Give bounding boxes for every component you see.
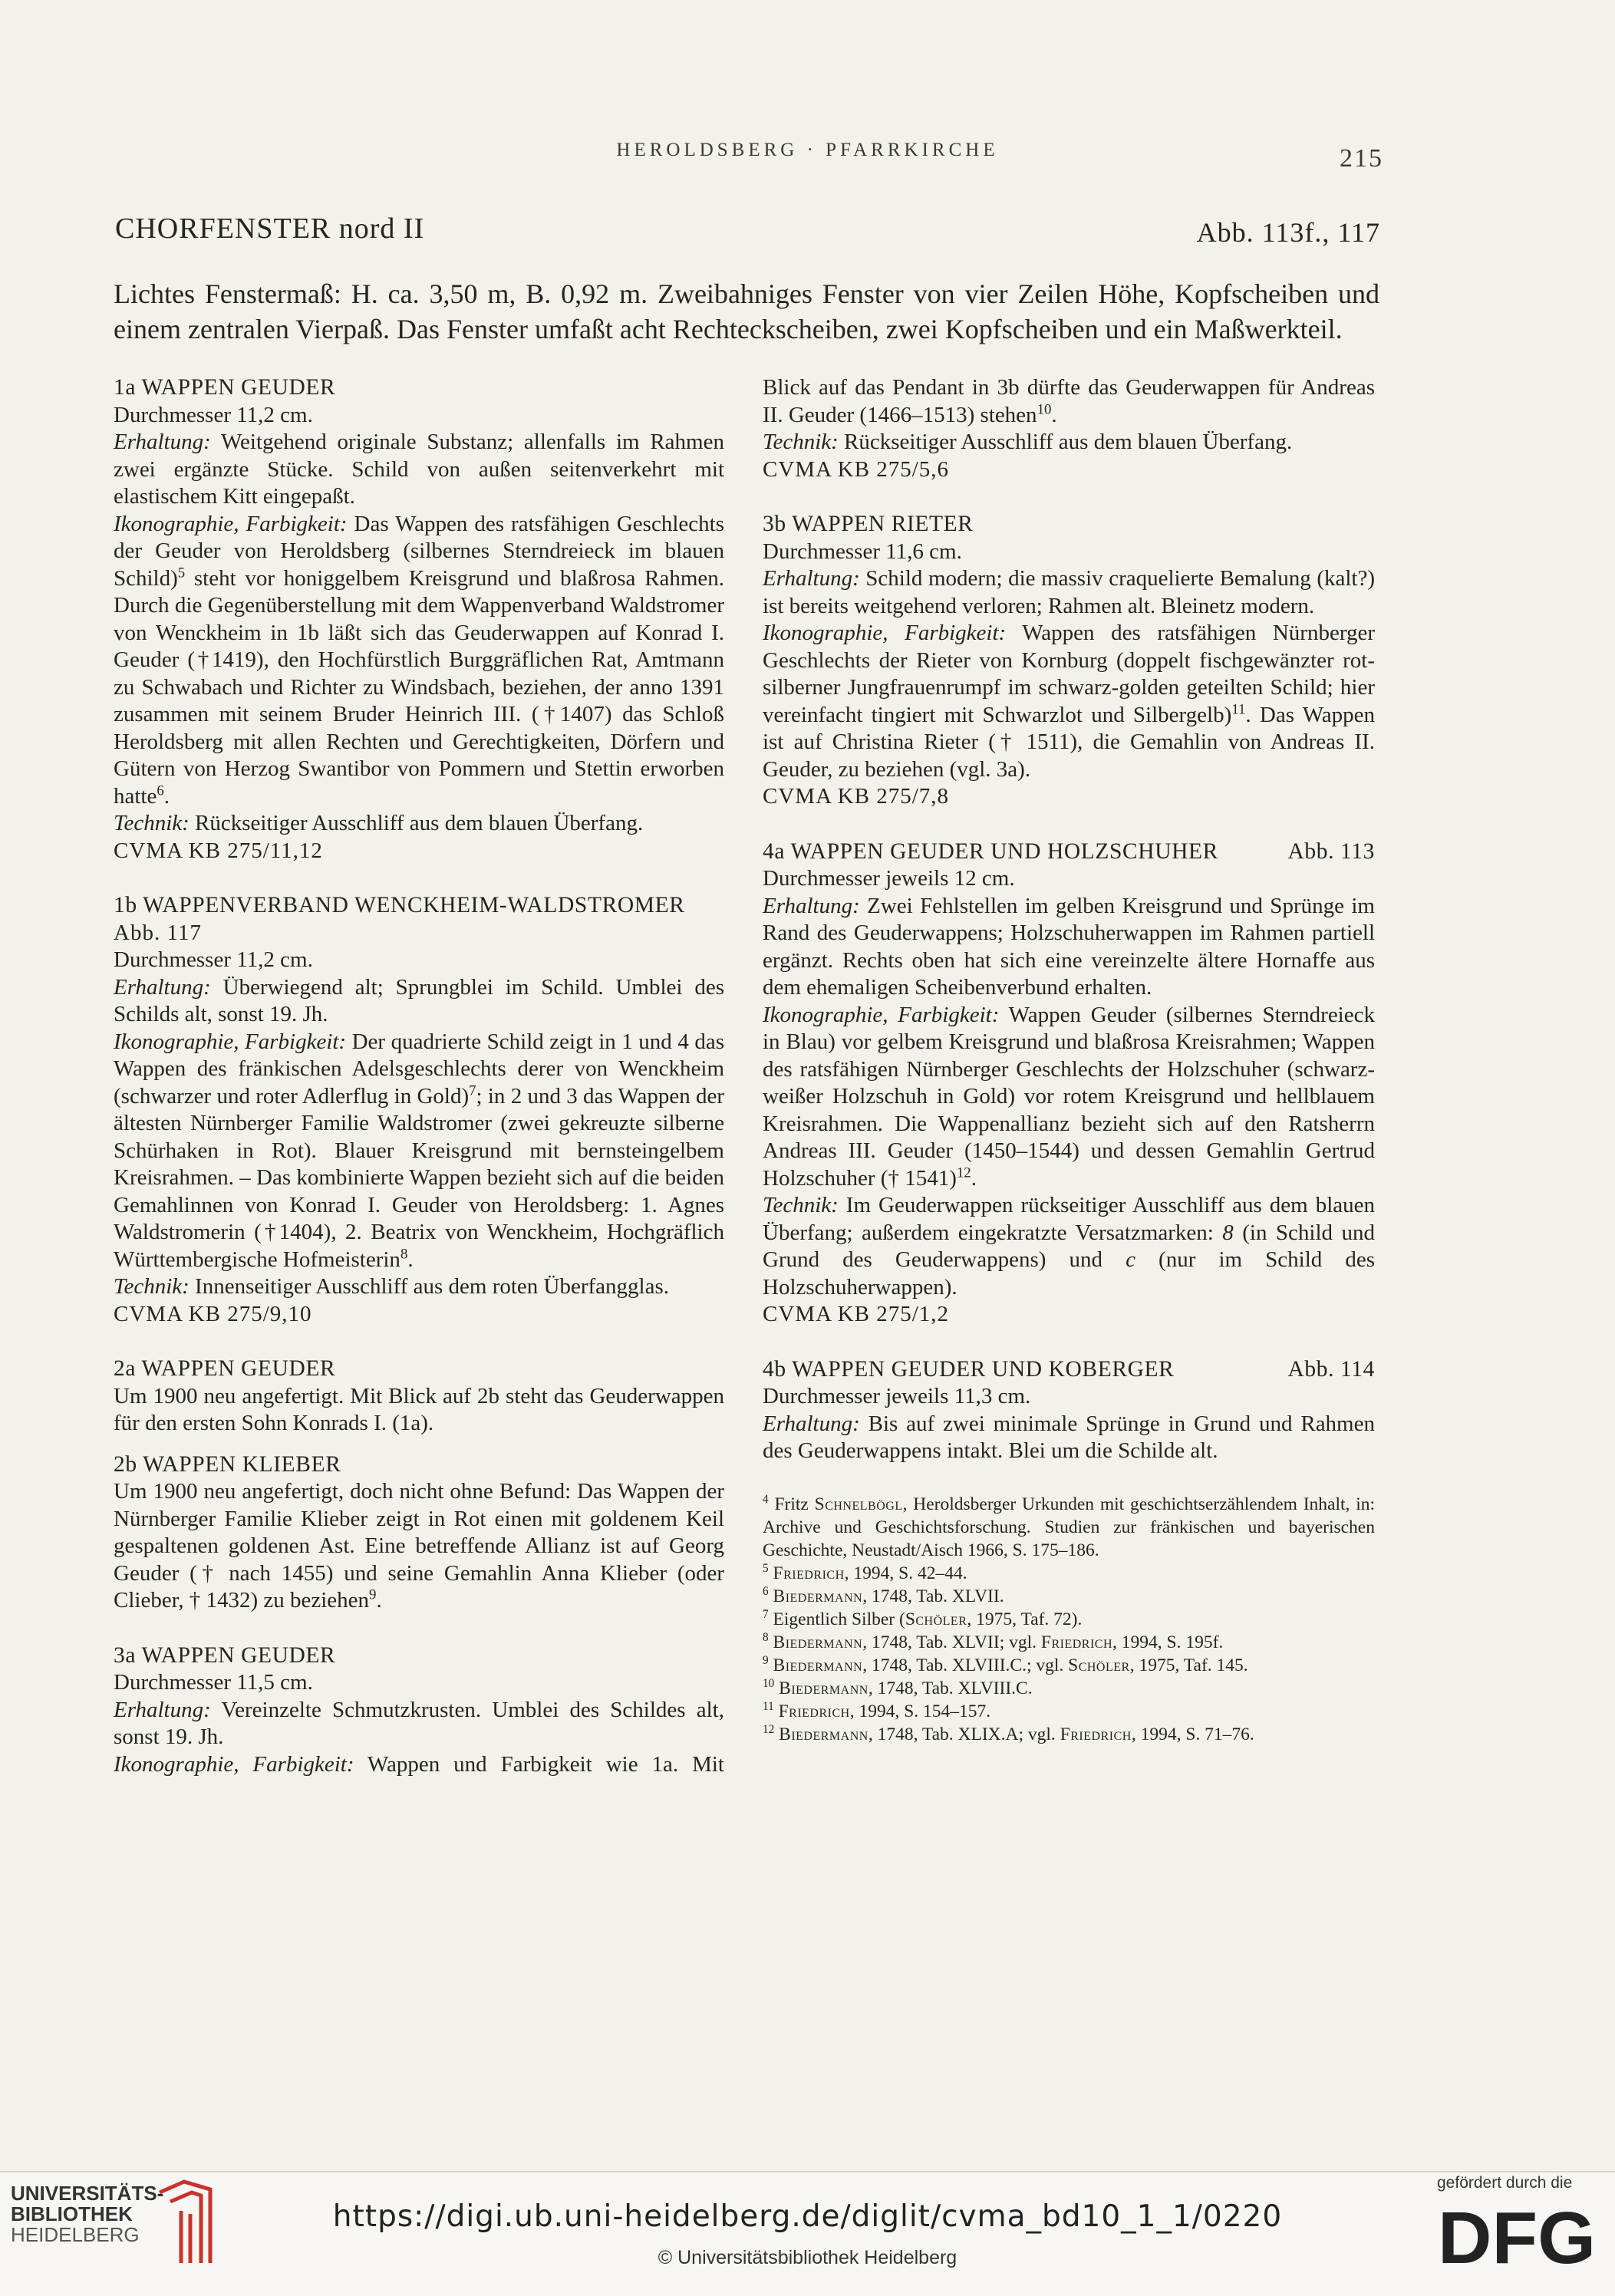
ikono-text: . Das Wappen ist auf Christina Rieter († 1511), die Gemahlin von Andreas II. Geuder, zu beziehen (vgl. 3a). — [763, 702, 1375, 782]
cvma-ref: CVMA KB 275/9,10 — [114, 1301, 312, 1326]
label-ikonographie: Ikonographie, Farbigkeit: — [763, 621, 1007, 645]
technik-text: (nur im Schild des Holzschuherwappen). — [763, 1247, 1375, 1300]
section-intro: Lichtes Fenstermaß: H. ca. 3,50 m, B. 0,92 m. Zweibahniges Fenster von vier Zeilen Höhe, Kopfscheiben und einem zentralen Vierpaß. Das Fenster umfaßt acht Rechteckscheiben, zwei Kopfscheiben und ein Maßwerkteil. — [114, 278, 1379, 344]
label-technik: Technik: — [114, 1274, 190, 1299]
footnote-number: 5 — [763, 1561, 769, 1575]
footnote-ref: 8 — [400, 1245, 408, 1262]
cvma-ref: CVMA KB 275/5,6 — [763, 456, 950, 482]
label-erhaltung: Erhaltung: — [114, 974, 211, 1000]
entry-text-body: Um 1900 neu angefertigt, doch nicht ohne Befund: Das Wappen der Nürnberger Familie Klieber zeigt in Rot einen mit goldenem Keil gespaltenen goldenen Ast. Eine betreffende Allianz ist auf Georg Geuder († nach 1455) und seine Gemahlin Anna Klieber (oder Clieber, † 1432) zu beziehen — [114, 1479, 724, 1612]
entry-ikonographie — [114, 511, 724, 811]
entry-diameter: Durchmesser 11,6 cm. — [763, 539, 962, 564]
spacer — [114, 1615, 724, 1642]
footnote-number: 6 — [763, 1584, 769, 1598]
footnote — [763, 1608, 1375, 1631]
footnote — [763, 1700, 1375, 1723]
entry-ikonographie — [114, 1029, 724, 1274]
entry-erhaltung — [114, 974, 724, 1029]
footnote-author: Biedermann — [779, 1724, 868, 1744]
label-ikonographie: Ikonographie, Farbigkeit: — [763, 1002, 1000, 1027]
label-ikonographie: Ikonographie, Farbigkeit: — [114, 1751, 354, 1777]
entry-ikonographie — [763, 1002, 1375, 1193]
entry-erhaltung — [114, 429, 724, 511]
footnote-text: , 1748, Tab. XLIX.A; vgl. — [868, 1724, 1060, 1744]
spacer — [763, 483, 1375, 511]
label-technik: Technik: — [114, 811, 190, 835]
ikono-text: Wappen und Farbigkeit wie 1a. Mit — [354, 1751, 724, 1777]
technik-text: Rückseitiger Ausschliff aus dem blauen Überfang. — [189, 811, 644, 835]
footnote-text: , 1748, Tab. XLVIII.C. — [868, 1678, 1033, 1698]
running-head: HEROLDSBERG · PFARRKIRCHE — [616, 140, 999, 160]
entry-1b — [114, 892, 724, 1328]
ikono-text: . — [163, 783, 170, 809]
entry-heading: 1b WAPPENVERBAND WENCKHEIM-WALDSTROMER — [114, 893, 685, 917]
spacer — [763, 1465, 1375, 1493]
entry-4b — [763, 1356, 1375, 1465]
section-figure-ref: Abb. 113f., 117 — [1196, 217, 1380, 248]
footnote-text: , 1994, S. 71–76. — [1131, 1724, 1254, 1744]
entry-erhaltung — [114, 1697, 724, 1751]
label-ikonographie: Ikonographie, Farbigkeit: — [114, 1029, 347, 1054]
library-line: UNIVERSITÄTS- — [11, 2182, 164, 2205]
library-line: HEIDELBERG — [11, 2223, 140, 2246]
footnote — [763, 1493, 1375, 1562]
technik-text: Im Geuderwappen rückseitiger Ausschliff aus dem blauen Überfang; außerdem eingekratzte Versatzmarken: — [763, 1193, 1375, 1245]
entry-erhaltung — [763, 565, 1375, 620]
entry-technik — [114, 1273, 724, 1301]
entry-text-end: . — [1051, 402, 1057, 427]
cvma-ref: CVMA KB 275/7,8 — [763, 784, 950, 809]
footnote-text: , Heroldsberger Urkunden mit geschichtserzählendem Inhalt, in: Archive und Geschichtsforschung. Studien zur fränkischen und bayerischen Geschichte, Neustadt/Aisch 1966, S. 175–186. — [763, 1494, 1375, 1560]
erhaltung-text: Schild modern; die massiv craquelierte Bemalung (kalt?) ist bereits weitgehend verloren; Rahmen alt. Bleinetz modern. — [763, 566, 1375, 618]
copyright-notice: © Universitätsbibliothek Heidelberg — [658, 2247, 957, 2268]
entry-ikonographie — [114, 1751, 724, 1779]
spacer — [114, 1328, 724, 1356]
spacer — [114, 865, 724, 892]
footnote — [763, 1562, 1375, 1585]
entry-erhaltung — [763, 893, 1375, 1002]
entry-technik — [763, 1192, 1375, 1301]
entry-heading: 1a WAPPEN GEUDER — [114, 375, 336, 400]
entry-text-body: Blick auf das Pendant in 3b dürfte das Geuderwappen für Andreas II. Geuder (1466–1513) stehen — [763, 375, 1375, 427]
section-title: CHORFENSTER nord II — [115, 212, 425, 245]
footnote — [763, 1723, 1375, 1746]
footnote-author: Friedrich — [773, 1563, 845, 1583]
technik-text: Innenseitiger Ausschliff aus dem roten Überfangglas. — [189, 1274, 670, 1299]
entry-2a — [114, 1356, 724, 1438]
entry-2b — [114, 1451, 724, 1615]
footnote-text: , 1748, Tab. XLVII; vgl. — [862, 1632, 1041, 1652]
dfg-logo-text: DFG — [1438, 2197, 1596, 2274]
entry-heading: 2a WAPPEN GEUDER — [114, 1356, 336, 1381]
footnote — [763, 1631, 1375, 1654]
label-technik: Technik: — [763, 430, 839, 454]
footnote-number: 7 — [763, 1607, 769, 1621]
entry-heading-row — [763, 838, 1375, 866]
footnote-author: Biedermann — [773, 1655, 863, 1675]
entry-text — [763, 374, 1375, 429]
label-erhaltung: Erhaltung: — [114, 1697, 211, 1722]
footnote — [763, 1585, 1375, 1608]
footnote-text: , 1975, Taf. 145. — [1129, 1655, 1248, 1675]
right-column — [763, 374, 1375, 1746]
footnote-number: 8 — [763, 1630, 769, 1644]
entry-text: Um 1900 neu angefertigt. Mit Blick auf 2b steht das Geuderwappen für den ersten Sohn Konrads I. (1a). — [114, 1383, 724, 1435]
footnote-text: , 1748, Tab. XLVIII.C.; vgl. — [862, 1655, 1069, 1675]
footnote — [763, 1654, 1375, 1677]
ikono-text: Wappen Geuder (silbernes Sterndreieck in Blau) vor gelbem Kreisgrund und blaßrosa Kreisrahmen; Wappen des ratsfähigen Nürnberger Geschlechts der Holzschuher (schwarz-weißer Holzschuh in Gold) vor rotem Kreisgrund und hellblauem Kreisrahmen. Die Wappenallianz bezieht sich auf den Ratsherrn Andreas III. Geuder (1450–1544) und dessen Gemahlin Gertrud Holzschuher († 1541) — [763, 1002, 1375, 1191]
label-erhaltung: Erhaltung: — [763, 893, 860, 918]
entry-figure-ref: Abb. 113 — [1287, 838, 1375, 864]
entry-ikonographie — [763, 620, 1375, 783]
entry-heading: 4b WAPPEN GEUDER UND KOBERGER — [763, 1356, 1175, 1382]
label-technik: Technik: — [763, 1193, 839, 1217]
footnote-text: Fritz — [774, 1494, 815, 1514]
entry-figure-ref: Abb. 117 — [114, 920, 202, 945]
entry-figure-ref: Abb. 114 — [1287, 1356, 1375, 1382]
footnote-ref: 6 — [157, 782, 164, 799]
entry-heading: 4a WAPPEN GEUDER UND HOLZSCHUHER — [763, 838, 1218, 864]
erhaltung-text: Zwei Fehlstellen im gelben Kreisgrund und Sprünge im Rand des Geuderwappens; Holzschuherwappen im Rahmen partiell ergänzt. Rechts oben hat sich eine vereinzelte ältere Hornaffe aus dem ehemaligen Scheibenverbund erhalten. — [763, 893, 1375, 1000]
erhaltung-text: Weitgehend originale Substanz; allenfalls im Rahmen zwei ergänzte Stücke. Schild von außen seitenverkehrt mit elastischem Kitt eingepaßt. — [114, 430, 724, 509]
entry-technik — [763, 429, 1375, 456]
technik-text: (in Schild und Grund des Geuderwappens) und — [763, 1220, 1375, 1272]
entry-diameter: Durchmesser 11,5 cm. — [114, 1670, 313, 1695]
entry-technik — [114, 810, 724, 838]
funding-label: gefördert durch die — [1437, 2174, 1573, 2192]
ikono-text: steht vor honiggelbem Kreisgrund und blaßrosa Rahmen. Durch die Gegenüberstellung mit dem Wappenverband Waldstromer von Wenckheim in 1b läßt sich das Geuderwappen auf Konrad I. Geuder (†1419), den Hochfürstlich Burggräflichen Rat, Amtmann zu Schwabach und Richter zu Windsbach, beziehen, der anno 1391 zusammen mit seinem Bruder Heinrich III. (†1407) das Schloß Heroldsberg mit allen Rechten und Gerechtigkeiten, Dörfern und Gütern von Herzog Swantibor von Pommern und Stettin erworben hatte — [114, 565, 724, 809]
spacer — [763, 1329, 1375, 1356]
footnote-number: 4 — [763, 1492, 769, 1506]
footnote-ref: 12 — [956, 1164, 971, 1181]
footnote-author: Biedermann — [773, 1632, 863, 1652]
footnote-ref: 11 — [1231, 700, 1246, 717]
entry-4a — [763, 838, 1375, 1329]
footnote-text: , 1994, S. 154–157. — [849, 1701, 991, 1721]
ikono-text: ; in 2 und 3 das Wappen der ältesten Nürnberger Familie Waldstromer (zwei gekreuzte silberne Schürhaken in Rot). Blauer Kreisgrund mit bernsteingelbem Kreisrahmen. – Das kombinierte Wappen bezieht sich auf die beiden Gemahlinnen von Konrad I. Geuder von Heroldsberg: 1. Agnes Waldstromerin (†1404), 2. Beatrix von Wenckheim, Hochgräflich Württembergische Hofmeisterin — [114, 1083, 724, 1272]
footnote-author: Friedrich — [1040, 1632, 1113, 1652]
cvma-ref: CVMA KB 275/11,12 — [114, 838, 323, 863]
dfg-logo-icon — [1438, 2197, 1596, 2274]
footnote-author: Schöler — [905, 1609, 967, 1629]
ikono-text: Das Wappen des ratsfähigen Geschlechts der Geuder von Heroldsberg (silbernes Sterndreieck im blauen Schild) — [114, 511, 724, 591]
entry-1a — [114, 374, 724, 865]
footnote-author: Friedrich — [778, 1701, 850, 1721]
label-ikonographie: Ikonographie, Farbigkeit: — [114, 511, 348, 536]
label-erhaltung: Erhaltung: — [114, 430, 211, 454]
erhaltung-text: Bis auf zwei minimale Sprünge in Grund und Rahmen des Geuderwappens intakt. Blei um die Schilde alt. — [763, 1411, 1375, 1463]
ikono-text: Wappen des ratsfähigen Nürnberger Geschlechts der Rieter von Kornburg (doppelt fischgewänzter rot-silberner Jungfrauenrumpf im schwarz-golden geteilten Schild; hier vereinfacht tingiert mit Schwarzlot und Silbergelb) — [763, 621, 1375, 727]
entry-heading: 2b WAPPEN KLIEBER — [114, 1451, 341, 1477]
library-line: BIBLIOTHEK — [11, 2202, 133, 2225]
ikono-text: . — [971, 1165, 977, 1191]
footnote-text: Eigentlich Silber ( — [773, 1609, 905, 1629]
entry-heading: 3a WAPPEN GEUDER — [114, 1642, 336, 1668]
spacer — [114, 1438, 724, 1451]
entry-diameter: Durchmesser 11,2 cm. — [114, 947, 313, 972]
entry-heading: 3b WAPPEN RIETER — [763, 512, 974, 536]
footnote-text: , 1994, S. 195f. — [1112, 1632, 1224, 1652]
entry-heading-row — [763, 1356, 1375, 1384]
ikono-text: . — [407, 1247, 414, 1272]
footnote — [763, 1677, 1375, 1700]
ikono-text: Der quadrierte Schild zeigt in 1 und 4 das Wappen des fränkischen Adelsgeschlechts derer von Wenckheim (schwarzer und roter Adlerflug in Gold) — [114, 1029, 724, 1108]
footnote-text: , 1975, Taf. 72). — [967, 1609, 1083, 1629]
entry-diameter: Durchmesser jeweils 12 cm. — [763, 866, 1015, 891]
entry-diameter: Durchmesser 11,2 cm. — [114, 402, 313, 427]
footnote-author: Schnelbögl — [814, 1494, 903, 1514]
left-column — [114, 374, 724, 1778]
entry-diameter: Durchmesser jeweils 11,3 cm. — [763, 1384, 1031, 1408]
footnote-author: Schöler — [1068, 1655, 1130, 1675]
label-erhaltung: Erhaltung: — [763, 1411, 860, 1436]
spacer — [763, 811, 1375, 838]
technik-text: Rückseitiger Ausschliff aus dem blauen Überfang. — [838, 430, 1293, 454]
footnote-text: , 1994, S. 42–44. — [844, 1563, 967, 1583]
footnotes — [763, 1493, 1375, 1746]
erhaltung-text: Vereinzelte Schmutzkrusten. Umblei des Schildes alt, sonst 19. Jh. — [114, 1697, 724, 1749]
mark-8: 8 — [1222, 1220, 1234, 1245]
footnote-author: Biedermann — [773, 1586, 863, 1606]
footnote-number: 11 — [763, 1699, 774, 1713]
footnote-number: 9 — [763, 1653, 769, 1667]
footnote-number: 12 — [763, 1722, 775, 1736]
entry-text-end: . — [376, 1588, 382, 1612]
footnote-ref: 9 — [369, 1586, 377, 1603]
footnote-number: 10 — [763, 1676, 775, 1690]
cvma-ref: CVMA KB 275/1,2 — [763, 1302, 950, 1326]
erhaltung-text: Überwiegend alt; Sprungblei im Schild. Umblei des Schilds alt, sonst 19. Jh. — [114, 974, 724, 1026]
label-erhaltung: Erhaltung: — [763, 566, 860, 591]
page-number: 215 — [1340, 144, 1383, 173]
footnote-author: Friedrich — [1060, 1724, 1132, 1744]
footnote-text: , 1748, Tab. XLVII. — [862, 1586, 1004, 1606]
footnote-author: Biedermann — [779, 1678, 868, 1698]
entry-3b — [763, 511, 1375, 811]
entry-text — [114, 1478, 724, 1615]
entry-3a-continued — [763, 374, 1375, 483]
footnote-ref: 10 — [1037, 400, 1052, 417]
permalink-url[interactable]: https://digi.ub.uni-heidelberg.de/diglit/cvma_bd10_1_1/0220 — [332, 2199, 1283, 2234]
footnote-ref: 5 — [177, 564, 186, 581]
entry-erhaltung — [763, 1411, 1375, 1465]
footnote-ref: 7 — [469, 1082, 476, 1099]
mark-c: c — [1126, 1247, 1135, 1272]
entry-3a — [114, 1642, 724, 1779]
